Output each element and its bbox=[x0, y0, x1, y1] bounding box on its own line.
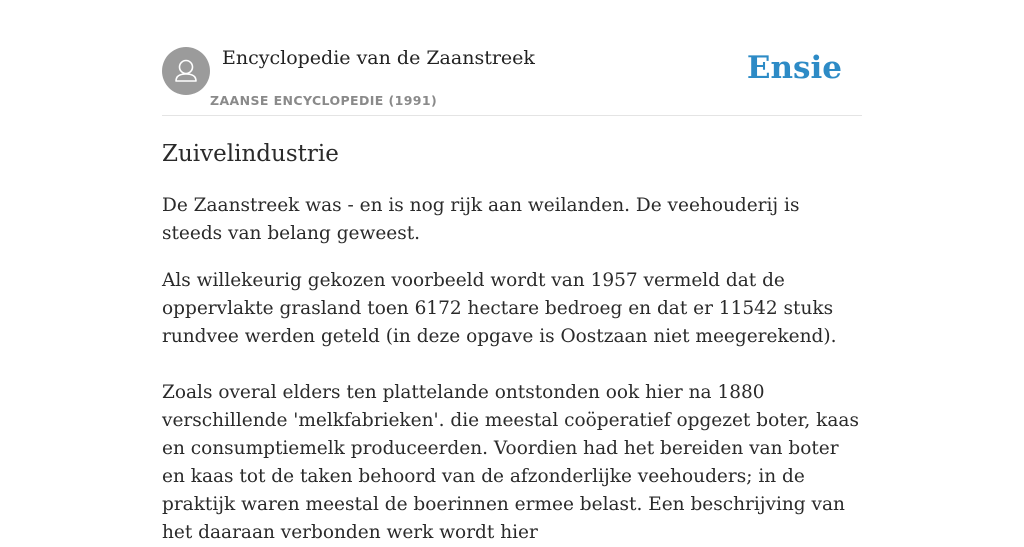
article-title: Zuivelindustrie bbox=[162, 141, 339, 167]
user-avatar-icon[interactable] bbox=[162, 47, 210, 95]
encyclopedia-title[interactable]: Encyclopedie van de Zaanstreek bbox=[222, 47, 535, 69]
article bbox=[162, 136, 862, 547]
article-paragraph: De Zaanstreek was - en is nog rijk aan weilanden. De veehouderij is steeds van belang geweest. bbox=[162, 195, 800, 244]
encyclopedia-subtitle: ZAANSE ENCYCLOPEDIE (1991) bbox=[210, 93, 438, 108]
ensie-logo[interactable]: Ensie bbox=[746, 50, 842, 86]
header bbox=[162, 0, 862, 116]
article-paragraph: Zoals overal elders ten plattelande ontstonden ook hier na 1880 verschillende 'melkfabrieken'. die meestal coöperatief opgezet boter, kaas en consumptiemelk produceerden. Voordien had het bereiden van boter en kaas tot de taken behoord van de afzonderlijke veehouders; in de praktijk waren meestal de boerinnen ermee belast. Een beschrijving van het daaraan verbonden werk wordt hier bbox=[162, 382, 859, 543]
article-paragraph: Als willekeurig gekozen voorbeeld wordt van 1957 vermeld dat de oppervlakte grasland toen 6172 hectare bedroeg en dat er 11542 stuks rundvee werden geteld (in deze opgave is Oostzaan niet meegerekend). bbox=[162, 270, 837, 347]
